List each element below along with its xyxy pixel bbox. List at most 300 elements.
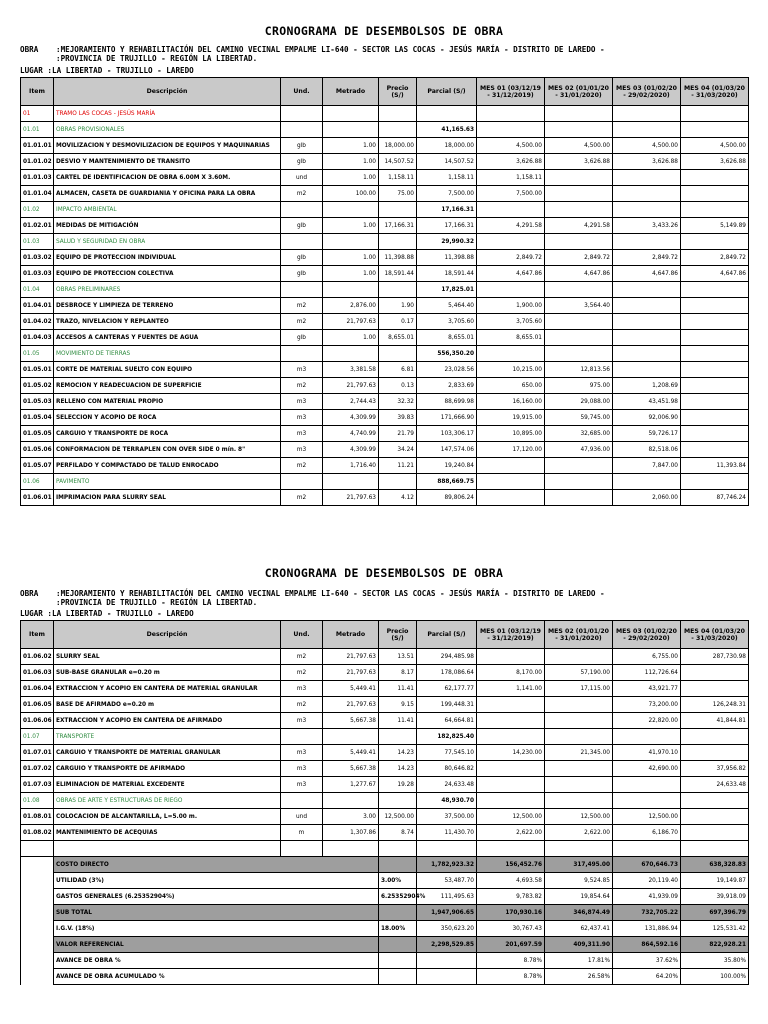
item-code-cell: 01.04.02 (21, 314, 54, 330)
month-01-cell: 2,849.72 (477, 250, 545, 266)
metrado-cell: 1.00 (323, 250, 379, 266)
month-03-cell (613, 298, 681, 314)
header-metrado: Metrado (323, 78, 379, 106)
month-03-cell: 82,518.06 (613, 442, 681, 458)
header-precio: Precio (S/) (379, 78, 417, 106)
partial-cell: 17,166.31 (417, 202, 477, 218)
month-01-cell: 2,622.00 (477, 825, 545, 841)
month-02-cell (545, 649, 613, 665)
month-01-cell (477, 761, 545, 777)
price-cell: 0.17 (379, 314, 417, 330)
month-04-cell (681, 330, 749, 346)
item-code-cell: 01.07.02 (21, 761, 54, 777)
header-descripcion: Descripción (54, 78, 281, 106)
table-row (21, 649, 749, 665)
page1-header-row (21, 78, 749, 106)
price-cell: 4.12 (379, 490, 417, 506)
partial-cell: 41,165.63 (417, 122, 477, 138)
unit-cell: m3 (281, 681, 323, 697)
metrado-cell: 100.00 (323, 186, 379, 202)
month-02-cell (545, 761, 613, 777)
month-04-cell (681, 665, 749, 681)
table-row (21, 250, 749, 266)
partial-cell: 18,591.44 (417, 266, 477, 282)
description-cell: EXTRACCION Y ACOPIO EN CANTERA DE MATERIAL GRANULAR (54, 681, 281, 697)
description-cell: RELLENO CON MATERIAL PROPIO (54, 394, 281, 410)
month-01-cell (477, 282, 545, 298)
metrado-cell: 5,667.38 (323, 713, 379, 729)
price-cell: 14.23 (379, 761, 417, 777)
item-code-cell: 01.08 (21, 793, 54, 809)
totals-month-04-cell: 39,918.09 (681, 889, 749, 905)
partial-cell: 62,177.77 (417, 681, 477, 697)
month-01-cell (477, 106, 545, 122)
table-row (21, 106, 749, 122)
price-cell: 34.24 (379, 442, 417, 458)
partial-cell: 19,240.84 (417, 458, 477, 474)
totals-month-03-cell: 41,939.09 (613, 889, 681, 905)
month-02-cell (545, 490, 613, 506)
totals-month-01-cell: 170,930.16 (477, 905, 545, 921)
description-cell: EXTRACCION Y ACOPIO EN CANTERA DE AFIRMADO (54, 713, 281, 729)
month-04-cell: 2,849.72 (681, 250, 749, 266)
month-01-cell: 4,647.86 (477, 266, 545, 282)
totals-row (21, 889, 749, 905)
month-04-cell: 287,730.98 (681, 649, 749, 665)
month-04-cell: 24,633.48 (681, 777, 749, 793)
totals-row (21, 857, 749, 873)
header-metrado: Metrado (323, 621, 379, 649)
metrado-cell (323, 282, 379, 298)
month-02-cell: 2,622.00 (545, 825, 613, 841)
header-parcial: Parcial (S/) (417, 78, 477, 106)
month-04-cell (681, 314, 749, 330)
metrado-cell (323, 234, 379, 250)
item-code-cell: 01.05.07 (21, 458, 54, 474)
metrado-cell: 1.00 (323, 138, 379, 154)
month-04-cell: 87,746.24 (681, 490, 749, 506)
description-cell: PERFILADO Y COMPACTADO DE TALUD ENROCADO (54, 458, 281, 474)
item-code-cell: 01.03 (21, 234, 54, 250)
month-01-cell (477, 697, 545, 713)
month-01-cell (477, 777, 545, 793)
price-cell: 8.17 (379, 665, 417, 681)
month-02-cell (545, 170, 613, 186)
table-row (21, 681, 749, 697)
totals-month-02-cell: 317,495.00 (545, 857, 613, 873)
item-code-cell: 01.05.01 (21, 362, 54, 378)
unit-cell: m3 (281, 410, 323, 426)
month-02-cell (545, 697, 613, 713)
header-mes-04: MES 04 (01/03/20 - 31/03/2020) (681, 78, 749, 106)
month-04-cell (681, 729, 749, 745)
item-code-cell: 01.06.01 (21, 490, 54, 506)
metrado-cell: 3,381.58 (323, 362, 379, 378)
month-04-cell (681, 282, 749, 298)
metrado-cell: 1,716.40 (323, 458, 379, 474)
item-code-cell: 01.01.04 (21, 186, 54, 202)
partial-cell: 77,545.10 (417, 745, 477, 761)
month-04-cell (681, 170, 749, 186)
price-cell: 21.79 (379, 426, 417, 442)
month-03-cell: 6,186.70 (613, 825, 681, 841)
header-und: Und. (281, 78, 323, 106)
month-03-cell: 3,433.26 (613, 218, 681, 234)
partial-cell: 80,646.82 (417, 761, 477, 777)
totals-month-04-cell: 638,328.83 (681, 857, 749, 873)
totals-month-01-cell: 156,452.76 (477, 857, 545, 873)
unit-cell: m2 (281, 697, 323, 713)
item-code-cell: 01.04 (21, 282, 54, 298)
table-row (21, 298, 749, 314)
unit-cell: m2 (281, 314, 323, 330)
description-cell: REMOCION Y READECUACION DE SUPERFICIE (54, 378, 281, 394)
metrado-cell: 1.00 (323, 266, 379, 282)
header-mes-02: MES 02 (01/01/20 - 31/01/2020) (545, 78, 613, 106)
item-code-cell: 01.05.03 (21, 394, 54, 410)
unit-cell: m3 (281, 745, 323, 761)
month-04-cell (681, 825, 749, 841)
month-04-cell (681, 362, 749, 378)
item-code-cell: 01.01 (21, 122, 54, 138)
month-02-cell: 17,115.00 (545, 681, 613, 697)
item-code-cell: 01.07.01 (21, 745, 54, 761)
description-cell: IMPACTO AMBIENTAL (54, 202, 281, 218)
month-02-cell (545, 729, 613, 745)
month-03-cell: 2,060.00 (613, 490, 681, 506)
table-row (21, 841, 749, 857)
page1-title: CRONOGRAMA DE DESEMBOLSOS DE OBRA (264, 24, 504, 38)
unit-cell: glb (281, 218, 323, 234)
unit-cell (281, 474, 323, 490)
month-02-cell: 4,647.86 (545, 266, 613, 282)
price-cell: 1.90 (379, 298, 417, 314)
table-row (21, 138, 749, 154)
unit-cell: m3 (281, 761, 323, 777)
partial-cell: 29,990.32 (417, 234, 477, 250)
header-mes-03: MES 03 (01/02/20 - 29/02/2020) (613, 621, 681, 649)
month-03-cell (613, 777, 681, 793)
month-01-cell: 3,626.88 (477, 154, 545, 170)
blank-cell (21, 889, 54, 905)
month-01-cell (477, 122, 545, 138)
metrado-cell: 21,797.63 (323, 697, 379, 713)
totals-row (21, 873, 749, 889)
metrado-cell: 5,667.38 (323, 761, 379, 777)
totals-month-02-cell: 346,874.49 (545, 905, 613, 921)
month-04-cell (681, 346, 749, 362)
totals-label-cell: AVANCE DE OBRA % (54, 953, 379, 969)
metrado-cell: 21,797.63 (323, 665, 379, 681)
description-cell: ELIMINACION DE MATERIAL EXCEDENTE (54, 777, 281, 793)
totals-label-cell: UTILIDAD (3%) (54, 873, 379, 889)
month-04-cell (681, 378, 749, 394)
table-row (21, 202, 749, 218)
header-descripcion: Descripción (54, 621, 281, 649)
month-01-cell: 4,291.58 (477, 218, 545, 234)
item-code-cell: 01 (21, 106, 54, 122)
totals-month-04-cell: 100.00% (681, 969, 749, 985)
month-04-cell (681, 442, 749, 458)
month-01-cell (477, 793, 545, 809)
table-row (21, 378, 749, 394)
partial-cell: 8,655.01 (417, 330, 477, 346)
unit-cell: m3 (281, 394, 323, 410)
month-04-cell (681, 202, 749, 218)
month-01-cell (477, 649, 545, 665)
totals-partial-cell: 2,298,529.85 (417, 937, 477, 953)
table-row (21, 282, 749, 298)
table-row (21, 170, 749, 186)
unit-cell: glb (281, 138, 323, 154)
unit-cell (281, 793, 323, 809)
totals-label-cell: I.G.V. (18%) (54, 921, 379, 937)
partial-cell: 64,664.81 (417, 713, 477, 729)
unit-cell: m2 (281, 490, 323, 506)
month-01-cell: 1,900.00 (477, 298, 545, 314)
month-02-cell (545, 474, 613, 490)
partial-cell: 2,833.69 (417, 378, 477, 394)
partial-cell: 18,000.00 (417, 138, 477, 154)
metrado-cell (323, 474, 379, 490)
table-row (21, 490, 749, 506)
totals-month-03-cell: 20,119.40 (613, 873, 681, 889)
description-cell: MANTENIMIENTO DE ACEQUIAS (54, 825, 281, 841)
percentage-cell: 18.00% (379, 921, 417, 937)
metrado-cell: 1.00 (323, 218, 379, 234)
month-03-cell: 42,690.00 (613, 761, 681, 777)
description-cell: DESVIO Y MANTENIMIENTO DE TRANSITO (54, 154, 281, 170)
month-03-cell (613, 793, 681, 809)
month-02-cell: 32,685.00 (545, 426, 613, 442)
month-04-cell (681, 426, 749, 442)
month-03-cell (613, 362, 681, 378)
totals-month-04-cell: 19,149.87 (681, 873, 749, 889)
unit-cell: glb (281, 266, 323, 282)
metrado-cell (323, 793, 379, 809)
item-code-cell: 01.08.01 (21, 809, 54, 825)
header-mes-01: MES 01 (03/12/19 - 31/12/2019) (477, 78, 545, 106)
unit-cell: glb (281, 250, 323, 266)
partial-cell: 103,306.17 (417, 426, 477, 442)
unit-cell: m3 (281, 362, 323, 378)
month-02-cell (545, 314, 613, 330)
price-cell: 11,398.88 (379, 250, 417, 266)
partial-cell: 88,699.98 (417, 394, 477, 410)
unit-cell (281, 841, 323, 857)
month-01-cell (477, 713, 545, 729)
totals-month-01-cell: 9,783.82 (477, 889, 545, 905)
item-code-cell: 01.05.02 (21, 378, 54, 394)
description-cell: DESBROCE Y LIMPIEZA DE TERRENO (54, 298, 281, 314)
metrado-cell (323, 202, 379, 218)
month-04-cell: 126,248.31 (681, 697, 749, 713)
item-code-cell: 01.01.03 (21, 170, 54, 186)
month-03-cell (613, 282, 681, 298)
price-cell (379, 202, 417, 218)
month-02-cell: 12,500.00 (545, 809, 613, 825)
description-cell: EQUIPO DE PROTECCION INDIVIDUAL (54, 250, 281, 266)
description-cell: ACCESOS A CANTERAS Y FUENTES DE AGUA (54, 330, 281, 346)
month-03-cell: 4,647.86 (613, 266, 681, 282)
month-02-cell (545, 202, 613, 218)
metrado-cell: 21,797.63 (323, 649, 379, 665)
price-cell: 13.51 (379, 649, 417, 665)
month-03-cell (613, 122, 681, 138)
unit-cell (281, 106, 323, 122)
partial-cell: 17,166.31 (417, 218, 477, 234)
description-cell: IMPRIMACION PARA SLURRY SEAL (54, 490, 281, 506)
totals-month-03-cell: 864,592.16 (613, 937, 681, 953)
totals-label-cell: SUB TOTAL (54, 905, 379, 921)
unit-cell (281, 202, 323, 218)
unit-cell (281, 282, 323, 298)
totals-row (21, 937, 749, 953)
month-02-cell: 21,345.00 (545, 745, 613, 761)
price-cell (379, 729, 417, 745)
metrado-cell: 2,744.43 (323, 394, 379, 410)
table-row (21, 362, 749, 378)
percentage-cell: 6.25352904% (379, 889, 417, 905)
month-03-cell (613, 234, 681, 250)
price-cell (379, 474, 417, 490)
table-row (21, 458, 749, 474)
price-cell (379, 106, 417, 122)
month-01-cell: 650.00 (477, 378, 545, 394)
metrado-cell: 1.00 (323, 330, 379, 346)
month-03-cell (613, 729, 681, 745)
table-row (21, 122, 749, 138)
month-03-cell (613, 202, 681, 218)
percentage-cell (379, 969, 417, 985)
month-03-cell: 3,626.88 (613, 154, 681, 170)
totals-label-cell: COSTO DIRECTO (54, 857, 379, 873)
month-04-cell: 41,844.81 (681, 713, 749, 729)
totals-partial-cell: 53,487.70 (417, 873, 477, 889)
description-cell: SLURRY SEAL (54, 649, 281, 665)
percentage-cell (379, 905, 417, 921)
month-04-cell (681, 106, 749, 122)
page2-lugar: LUGAR :LA LIBERTAD - TRUJILLO - LAREDO (20, 609, 194, 618)
month-02-cell (545, 186, 613, 202)
month-02-cell (545, 458, 613, 474)
unit-cell (281, 122, 323, 138)
month-01-cell (477, 202, 545, 218)
metrado-cell: 4,309.99 (323, 410, 379, 426)
item-code-cell: 01.06.03 (21, 665, 54, 681)
partial-cell: 17,825.01 (417, 282, 477, 298)
page1-schedule-table (20, 77, 749, 506)
month-04-cell: 4,500.00 (681, 138, 749, 154)
month-03-cell: 112,726.64 (613, 665, 681, 681)
totals-partial-cell: 111,495.63 (417, 889, 477, 905)
month-03-cell (613, 170, 681, 186)
month-03-cell: 43,451.98 (613, 394, 681, 410)
metrado-cell: 1.00 (323, 170, 379, 186)
totals-month-02-cell: 9,524.85 (545, 873, 613, 889)
month-03-cell (613, 330, 681, 346)
item-code-cell: 01.06.06 (21, 713, 54, 729)
percentage-cell (379, 937, 417, 953)
description-cell: SALUD Y SEGURIDAD EN OBRA (54, 234, 281, 250)
totals-row (21, 905, 749, 921)
unit-cell: m3 (281, 442, 323, 458)
table-row (21, 186, 749, 202)
month-02-cell: 59,745.00 (545, 410, 613, 426)
totals-label-cell: AVANCE DE OBRA ACUMULADO % (54, 969, 379, 985)
item-code-cell: 01.03.02 (21, 250, 54, 266)
month-04-cell (681, 298, 749, 314)
item-code-cell: 01.02.01 (21, 218, 54, 234)
totals-row (21, 953, 749, 969)
item-code-cell: 01.07 (21, 729, 54, 745)
price-cell (379, 234, 417, 250)
description-cell: ALMACEN, CASETA DE GUARDIANIA Y OFICINA PARA LA OBRA (54, 186, 281, 202)
table-row (21, 809, 749, 825)
totals-month-02-cell: 62,437.41 (545, 921, 613, 937)
month-04-cell (681, 809, 749, 825)
metrado-cell: 1,307.86 (323, 825, 379, 841)
unit-cell: m3 (281, 777, 323, 793)
table-row (21, 713, 749, 729)
description-cell: OBRAS PRELIMINARES (54, 282, 281, 298)
totals-month-04-cell: 697,396.79 (681, 905, 749, 921)
totals-partial-cell: 1,947,906.65 (417, 905, 477, 921)
table-row (21, 825, 749, 841)
metrado-cell: 21,797.63 (323, 490, 379, 506)
month-03-cell: 2,849.72 (613, 250, 681, 266)
table-row (21, 346, 749, 362)
partial-cell: 199,448.31 (417, 697, 477, 713)
price-cell: 32.32 (379, 394, 417, 410)
month-04-cell (681, 410, 749, 426)
month-01-cell: 10,215.00 (477, 362, 545, 378)
item-code-cell: 01.06 (21, 474, 54, 490)
month-03-cell (613, 106, 681, 122)
partial-cell: 5,464.40 (417, 298, 477, 314)
page2-obra-line2: :PROVINCIA DE TRUJILLO - REGIÓN LA LIBERTAD. (56, 598, 258, 607)
item-code-cell: 01.03.03 (21, 266, 54, 282)
partial-cell: 11,398.88 (417, 250, 477, 266)
month-03-cell: 6,755.00 (613, 649, 681, 665)
partial-cell: 182,825.40 (417, 729, 477, 745)
item-code-cell: 01.04.03 (21, 330, 54, 346)
table-row (21, 154, 749, 170)
partial-cell: 147,574.06 (417, 442, 477, 458)
totals-month-01-cell: 30,767.43 (477, 921, 545, 937)
blank-cell (21, 905, 54, 921)
month-02-cell: 4,291.58 (545, 218, 613, 234)
partial-cell: 294,485.98 (417, 649, 477, 665)
description-cell: COLOCACION DE ALCANTARILLA, L=5.00 m. (54, 809, 281, 825)
description-cell: CORTE DE MATERIAL SUELTO CON EQUIPO (54, 362, 281, 378)
table-row (21, 729, 749, 745)
table-row (21, 426, 749, 442)
table-row (21, 410, 749, 426)
partial-cell: 48,930.70 (417, 793, 477, 809)
month-01-cell: 19,915.00 (477, 410, 545, 426)
partial-cell (417, 106, 477, 122)
page1-obra-line1: :MEJORAMIENTO Y REHABILITACIÓN DEL CAMINO VECINAL EMPALME LI-640 - SECTOR LAS COCAS - JESÚS MARÍA - DISTRITO DE LAREDO - (56, 45, 605, 54)
price-cell: 75.00 (379, 186, 417, 202)
month-01-cell (477, 841, 545, 857)
month-04-cell (681, 474, 749, 490)
unit-cell: m3 (281, 426, 323, 442)
month-02-cell: 3,626.88 (545, 154, 613, 170)
header-und: Und. (281, 621, 323, 649)
price-cell: 11.21 (379, 458, 417, 474)
description-cell: CARGUIO Y TRANSPORTE DE ROCA (54, 426, 281, 442)
